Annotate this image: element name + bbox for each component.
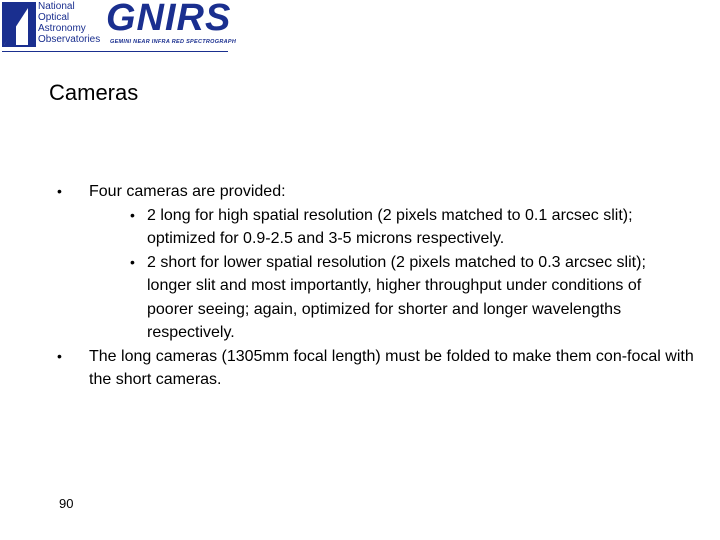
bullet-icon: • — [57, 347, 62, 364]
bullet-list — [0, 180, 720, 392]
bullet-text: Four cameras are provided: — [89, 183, 286, 200]
sub-bullet-item — [0, 251, 720, 345]
noao-logo-icon — [2, 2, 36, 47]
noao-name-line: Astronomy — [38, 23, 86, 34]
gnirs-logo-wordmark: GNIRS — [106, 0, 232, 39]
bullet-icon: • — [130, 253, 135, 270]
page-number: 90 — [59, 496, 74, 511]
gnirs-logo-subtitle: GEMINI NEAR INFRA RED SPECTROGRAPH — [110, 39, 237, 45]
bullet-icon: • — [130, 206, 135, 223]
bullet-icon: • — [57, 183, 62, 199]
sub-bullet-text: 2 long for high spatial resolution (2 pixels matched to 0.1 arcsec slit); optimized for 0.9-2.5 and 3-5 microns respectively. — [147, 206, 633, 247]
sub-bullet-item — [0, 204, 720, 251]
noao-name-line: Optical — [38, 12, 70, 23]
slide-title: Cameras — [49, 80, 139, 105]
logo-bar — [0, 0, 237, 54]
noao-name-line: Observatories — [38, 34, 101, 45]
bullet-text: The long cameras (1305mm focal length) must be folded to make them con-focal with the short cameras. — [89, 347, 694, 388]
bullet-item — [0, 180, 720, 204]
noao-name — [38, 1, 104, 45]
noao-name-line: National — [38, 1, 75, 12]
bullet-item — [0, 345, 720, 392]
logo-divider — [2, 51, 228, 52]
sub-bullet-text: 2 short for lower spatial resolution (2 pixels matched to 0.3 arcsec slit); longer slit and most importantly, higher throughput under conditions of poorer seeing; again, optimized for shorter and longer wavelengths respectively. — [147, 253, 646, 341]
